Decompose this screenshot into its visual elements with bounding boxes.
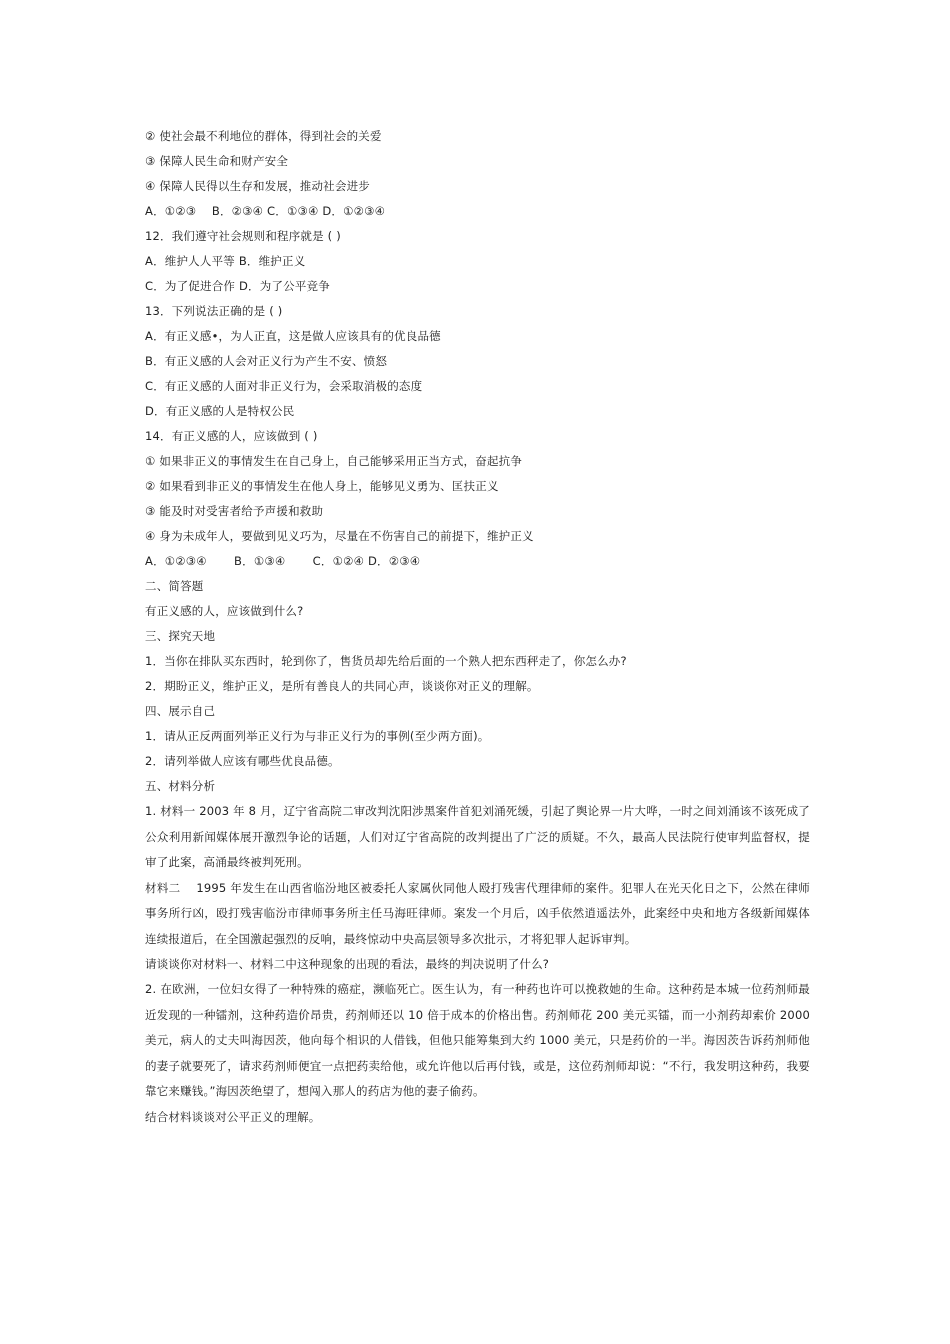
answer-choices: A．①②③④ B．①③④ C．①②④ D．②③④	[145, 554, 421, 568]
question-text: 2．请列举做人应该有哪些优良品德。	[145, 754, 340, 768]
question-text: 有正义感的人，应该做到什么?	[145, 604, 304, 618]
answer-choices: A．维护人人平等 B．维护正义	[145, 254, 306, 268]
question-text: 2．期盼正义，维护正义，是所有善良人的共同心声，谈谈你对正义的理解。	[145, 679, 539, 693]
section-heading: 二、简答题	[145, 579, 204, 593]
option-item: ② 使社会最不利地位的群体，得到社会的关爱	[145, 129, 382, 143]
answer-choices: A．①②③ B．②③④ C．①③④ D．①②③④	[145, 204, 386, 218]
option-item: ④ 保障人民得以生存和发展，推动社会进步	[145, 179, 370, 193]
answer-choice: D．有正义感的人是特权公民	[145, 404, 295, 418]
question-12: 12．我们遵守社会规则和程序就是 ( )	[145, 229, 341, 243]
option-item: ③ 保障人民生命和财产安全	[145, 154, 289, 168]
question-13: 13．下列说法正确的是 ( )	[145, 304, 283, 318]
question-text: 1．请从正反两面列举正义行为与非正义行为的事例(至少两方面)。	[145, 729, 490, 743]
material-three-paragraph: 2. 在欧洲，一位妇女得了一种特殊的癌症，濒临死亡。医生认为，有一种药也许可以挽救她的生命。这种药是本城一位药剂师最近发现的一种镭剂，这种药造价昂贵，药剂师还以 10 倍于成本的价格出售。药剂师花 200 美元买镭，而一小剂药却索价 2000 美元，病人的丈夫叫海因茨，他向每个相识的人借钱，但他只能筹集到大约 1000 美元，只是药价的一半。海因茨告诉药剂师他的妻子就要死了，请求药剂师便宜一点把药卖给他，或允许他以后再付钱，或是，这位药剂师却说：“不行，我发明这种药，我要靠它来赚钱。”海因茨绝望了，想闯入那人的药店为他的妻子偷药。	[145, 982, 810, 1098]
answer-choice: A．有正义感•，为人正直，这是做人应该具有的优良品德	[145, 329, 441, 343]
option-item: ② 如果看到非正义的事情发生在他人身上，能够见义勇为、匡扶正义	[145, 479, 499, 493]
option-item: ④ 身为未成年人，要做到见义巧为，尽量在不伤害自己的前提下，维护正义	[145, 529, 534, 543]
answer-choice: C．有正义感的人面对非正义行为，会采取消极的态度	[145, 379, 423, 393]
section-heading: 四、展示自己	[145, 704, 216, 718]
material-two-paragraph: 材料二 1995 年发生在山西省临汾地区被委托人家属伙同他人殴打残害代理律师的案件。犯罪人在光天化日之下，公然在律师事务所行凶，殴打残害临汾市律师事务所主任马海旺律师。案发一个月后，凶手依然逍遥法外，此案经中央和地方各级新闻媒体连续报道后，在全国激起强烈的反响，最终惊动中央高层领导多次批示，才将犯罪人起诉审判。	[145, 880, 810, 946]
question-14: 14．有正义感的人，应该做到 ( )	[145, 429, 318, 443]
question-text: 结合材料谈谈对公平正义的理解。	[145, 1109, 321, 1124]
option-item: ③ 能及时对受害者给予声援和救助	[145, 504, 324, 518]
section-heading: 五、材料分析	[145, 779, 216, 793]
section-heading: 三、探究天地	[145, 629, 216, 643]
question-text: 1．当你在排队买东西时，轮到你了，售货员却先给后面的一个熟人把东西秤走了，你怎么办?	[145, 654, 627, 668]
answer-choice: B．有正义感的人会对正义行为产生不安、愤怒	[145, 354, 388, 368]
question-text: 请谈谈你对材料一、材料二中这种现象的出现的看法，最终的判决说明了什么?	[145, 957, 550, 971]
document-body	[145, 124, 810, 1130]
option-item: ① 如果非正义的事情发生在自己身上，自己能够采用正当方式，奋起抗争	[145, 454, 523, 468]
answer-choices: C．为了促进合作 D．为了公平竞争	[145, 279, 330, 293]
material-one-paragraph: 1. 材料一 2003 年 8 月，辽宁省高院二审改判沈阳涉黑案件首犯刘涌死缓，引起了舆论界一片大哗，一时之间刘涌该不该死成了公众利用新闻媒体展开激烈争论的话题，人们对辽宁省高院的改判提出了广泛的质疑。不久，最高人民法院行使审判监督权，提审了此案，高涌最终被判死刑。	[145, 804, 810, 869]
